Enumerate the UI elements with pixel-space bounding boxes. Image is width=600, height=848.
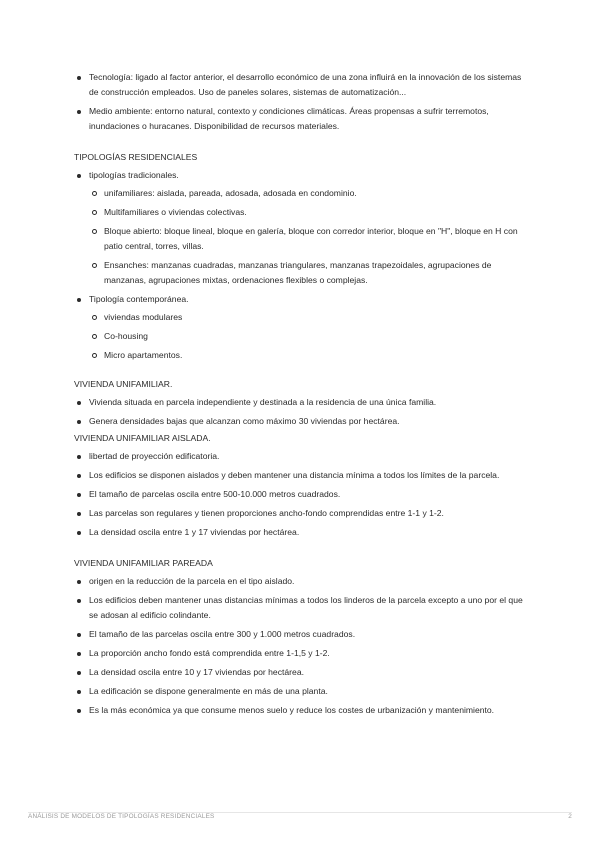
- sublist-item: Bloque abierto: bloque lineal, bloque en galería, bloque con corredor interior, bloque en "H", bloque en H con patio central, torres, villas.: [89, 224, 526, 254]
- list-item: origen en la reducción de la parcela en el tipo aislado.: [74, 574, 526, 589]
- list-item: Las parcelas son regulares y tienen proporciones ancho-fondo comprendidas entre 1-1 y 1-2.: [74, 506, 526, 521]
- section-heading-pareada: VIVIENDA UNIFAMILIAR PAREADA: [74, 558, 213, 568]
- list-item: La edificación se dispone generalmente en más de una planta.: [74, 684, 526, 699]
- list-item-label: Tipología contemporánea.: [89, 294, 189, 304]
- unifamiliar-list: [74, 395, 526, 429]
- aislada-list: [74, 449, 526, 540]
- list-item: La proporción ancho fondo está comprendida entre 1-1,5 y 1-2.: [74, 646, 526, 661]
- sublist-item: Multifamiliares o viviendas colectivas.: [89, 205, 526, 220]
- section-heading-aislada: VIVIENDA UNIFAMILIAR AISLADA.: [74, 433, 211, 443]
- list-item: La densidad oscila entre 10 y 17 viviendas por hectárea.: [74, 665, 526, 680]
- intro-list: [74, 70, 526, 134]
- pareada-list: [74, 574, 526, 718]
- sublist-item: viviendas modulares: [89, 310, 526, 325]
- list-item: La densidad oscila entre 1 y 17 viviendas por hectárea.: [74, 525, 526, 540]
- list-item-tradicionales: [74, 168, 526, 288]
- sublist-item: Co-housing: [89, 329, 526, 344]
- list-item: Los edificios se disponen aislados y deben mantener una distancia mínima a todos los límites de la parcela.: [74, 468, 526, 483]
- contemporanea-sublist: [89, 310, 526, 363]
- page-number: 2: [568, 813, 572, 820]
- list-item: Tecnología: ligado al factor anterior, el desarrollo económico de una zona influirá en la innovación de los sistemas de construcción empleados. Uso de paneles solares, sistemas de automatización...: [74, 70, 526, 100]
- list-item: libertad de proyección edificatoria.: [74, 449, 526, 464]
- section-heading-tipologias: TIPOLOGÍAS RESIDENCIALES: [74, 152, 198, 162]
- list-item-contemporanea: [74, 292, 526, 363]
- list-item: Los edificios deben mantener unas distancias mínimas a todos los linderos de la parcela excepto a uno por el que se adosan al edificio colindante.: [74, 593, 526, 623]
- document-body: [74, 70, 526, 722]
- list-item: El tamaño de parcelas oscila entre 500-10.000 metros cuadrados.: [74, 487, 526, 502]
- list-item: Vivienda situada en parcela independiente y destinada a la residencia de una única familia.: [74, 395, 526, 410]
- list-item: El tamaño de las parcelas oscila entre 300 y 1.000 metros cuadrados.: [74, 627, 526, 642]
- list-item: Genera densidades bajas que alcanzan como máximo 30 viviendas por hectárea.: [74, 414, 526, 429]
- page-footer: [28, 812, 572, 820]
- tradicionales-sublist: [89, 186, 526, 288]
- tipologias-list: [74, 168, 526, 363]
- list-item-label: tipologías tradicionales.: [89, 170, 179, 180]
- section-heading-unifamiliar: VIVIENDA UNIFAMILIAR.: [74, 379, 173, 389]
- footer-title: ANÁLISIS DE MODELOS DE TIPOLOGÍAS RESIDENCIALES: [28, 813, 215, 820]
- list-item: Medio ambiente: entorno natural, contexto y condiciones climáticas. Áreas propensas a sufrir terremotos, inundaciones o huracanes. Disponibilidad de recursos materiales.: [74, 104, 526, 134]
- sublist-item: unifamiliares: aislada, pareada, adosada, adosada en condominio.: [89, 186, 526, 201]
- sublist-item: Ensanches: manzanas cuadradas, manzanas triangulares, manzanas trapezoidales, agrupaciones de manzanas, agrupaciones mixtas, ordenaciones flexibles o complejas.: [89, 258, 526, 288]
- list-item: Es la más económica ya que consume menos suelo y reduce los costes de urbanización y mantenimiento.: [74, 703, 526, 718]
- sublist-item: Micro apartamentos.: [89, 348, 526, 363]
